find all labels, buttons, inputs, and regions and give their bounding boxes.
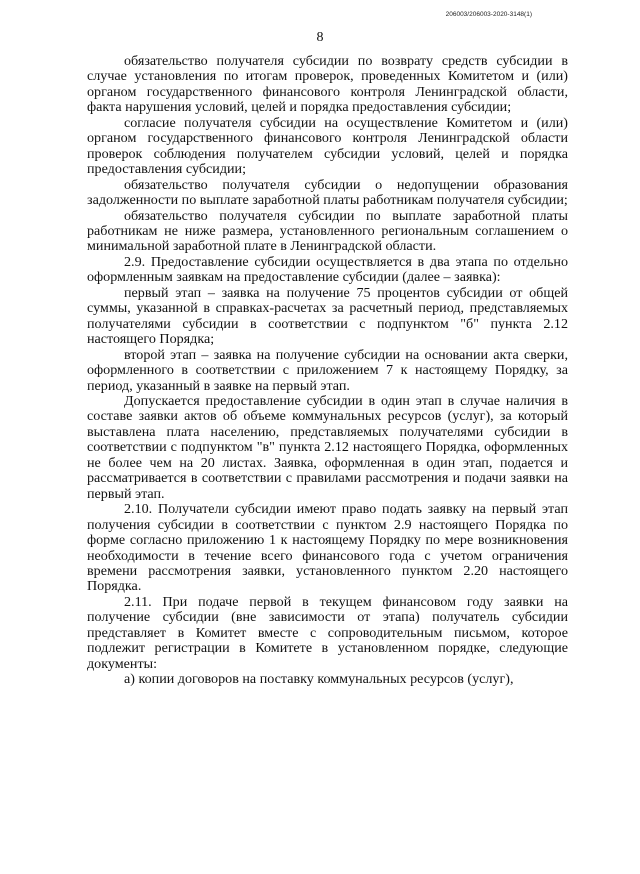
page-number: 8 xyxy=(316,30,324,45)
paragraph-item-a: а) копии договоров на поставку коммунальных ресурсов (услуг), xyxy=(124,671,514,688)
paragraph-minimum-wage: обязательство получателя субсидии по выплате заработной платы работникам не ниже размера, установленного региональным соглашением о минимальной заработной плате в Ленинградской области. xyxy=(87,207,568,255)
paragraph-refund-obligation: обязательство получателя субсидии по возврату средств субсидии в случае установления по итогам проверок, проведенных Комитетом и (или) органом государственного финансового контроля Ленинградской области, факта нарушения условий, целей и порядка предоставления субсидии; xyxy=(87,53,568,116)
paragraph-second-stage: второй этап – заявка на получение субсидии на основании акта сверки, оформленного в соответствии с приложением 7 к настоящему Порядку, за период, указанный в заявке на первый этап. xyxy=(87,346,568,394)
paragraph-2-10: 2.10. Получатели субсидии имеют право подать заявку на первый этап получения субсидии в соответствии с пунктом 2.9 настоящего Порядка по форме согласно приложению 1 к настоящему Порядку по мере возникновения необходимости в течение всего финансового года с учетом ограничения времени рассмотрения заявки, установленного пунктом 2.20 настоящего Порядка. xyxy=(87,501,568,595)
paragraph-2-9: 2.9. Предоставление субсидии осуществляется в два этапа по отдельно оформленным заявкам на предоставление субсидии (далее – заявка): xyxy=(87,253,568,286)
paragraph-first-stage: первый этап – заявка на получение 75 процентов субсидии от общей суммы, указанной в справках-расчетах за расчетный период, представляемых получателями субсидии в соответствии с подпунктом "б" пункта 2.12 настоящего Порядка; xyxy=(87,284,568,348)
document-body xyxy=(87,54,568,688)
paragraph-no-wage-arrears: обязательство получателя субсидии о недопущении образования задолженности по выплате заработной платы работникам получателя субсидии; xyxy=(87,176,568,209)
document-id: 206003/206003-2020-3148(1) xyxy=(445,11,532,18)
paragraph-2-11: 2.11. При подаче первой в текущем финансовом году заявки на получение субсидии (вне зависимости от этапа) получатель субсидии представляет в Комитет вместе с сопроводительным письмом, которое подлежит регистрации в Комитете в установленном порядке, следующие документы: xyxy=(87,593,568,672)
paragraph-single-stage: Допускается предоставление субсидии в один этап в случае наличия в составе заявки актов об объеме коммунальных ресурсов (услуг), за который выставлена плата населению, представляемых получателями субсидии в соответствии с подпунктом "в" пункта 2.12 настоящего Порядка, оформленных не более чем на 20 листах. Заявка, оформленная в один этап, подается и рассматривается в соответствии с правилами рассмотрения и подачи заявки на первый этап. xyxy=(87,392,568,502)
paragraph-inspection-consent: согласие получателя субсидии на осуществление Комитетом и (или) органом государственного финансового контроля Ленинградской области проверок соблюдения получателем субсидии условий, целей и порядка предоставления субсидии; xyxy=(87,114,568,178)
